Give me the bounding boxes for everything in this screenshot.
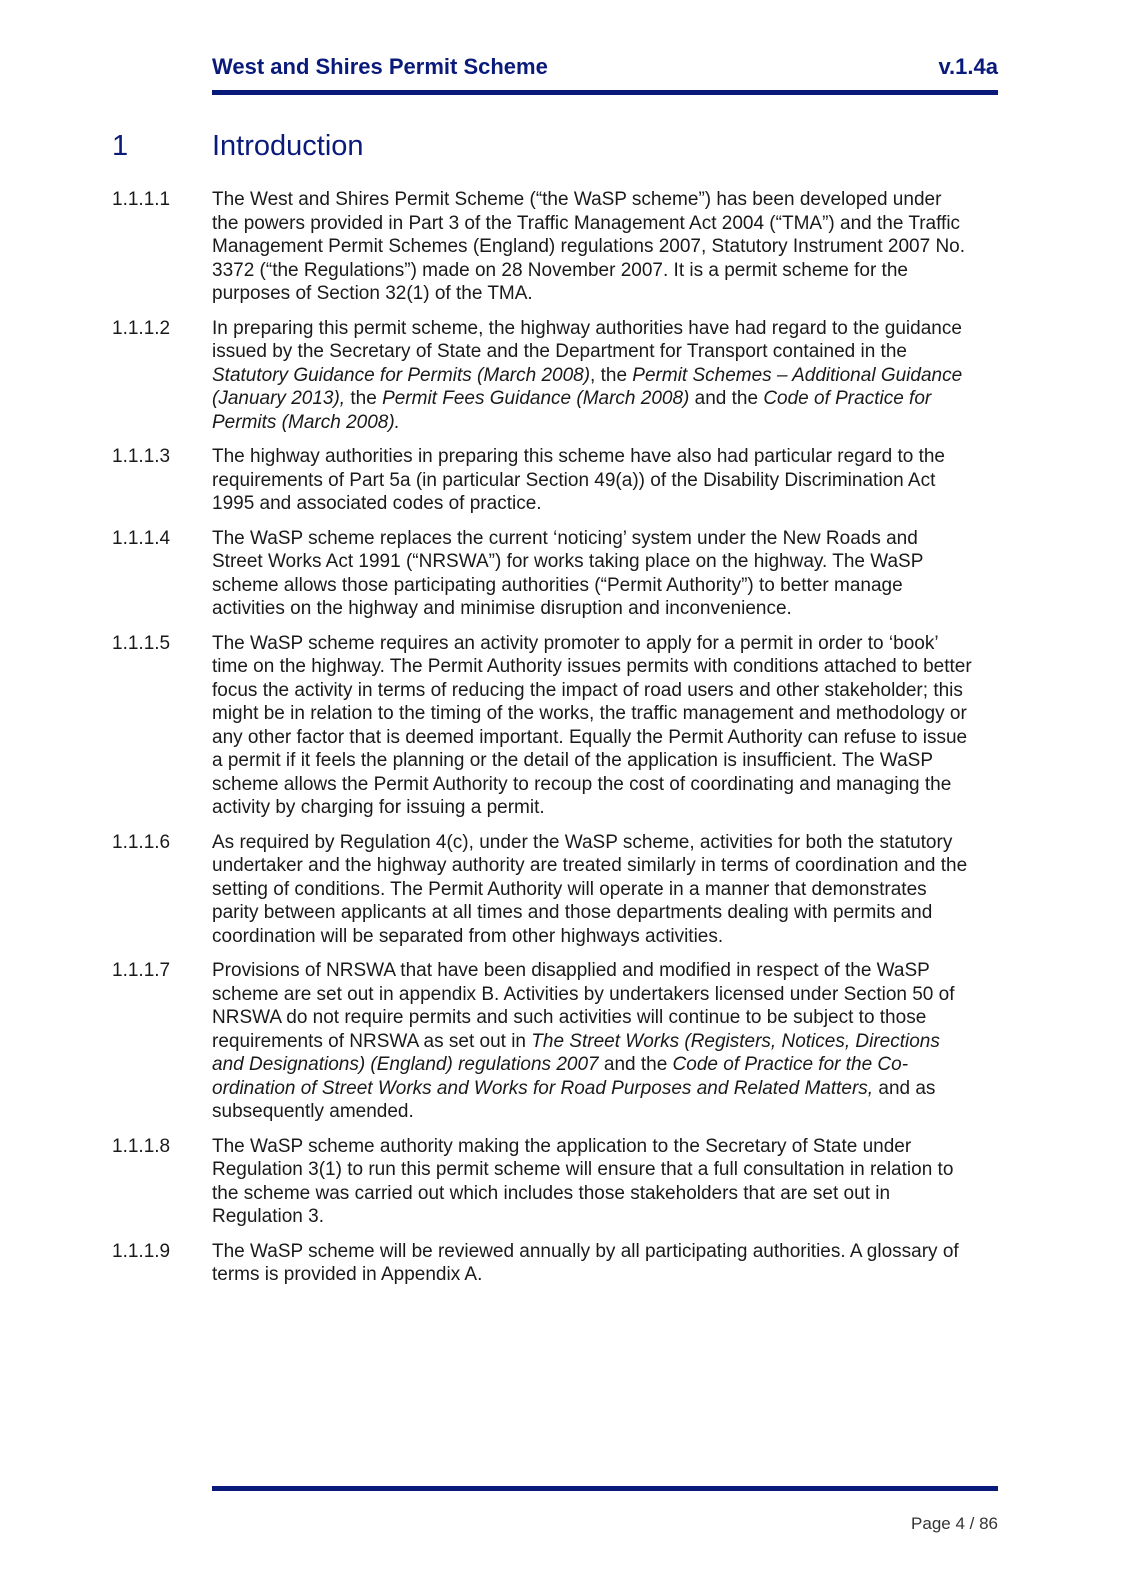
- header-divider: [212, 90, 998, 95]
- paragraph: [112, 317, 972, 435]
- text-run: Provisions of NRSWA that have been disapplied and modified in respect of the WaSP scheme are set out in appendix B. Activities by undertakers licensed under Section 50 of NRSWA do not require permits and such activities will continue to be subject to those requirements of NRSWA as set out in: [212, 960, 955, 1052]
- paragraph-number: 1.1.1.8: [112, 1135, 171, 1157]
- italic-text: Statutory Guidance for Permits (March 2008): [212, 364, 591, 386]
- paragraph-text: [212, 632, 972, 820]
- paragraph: [112, 1240, 972, 1287]
- page-number: Page 4 / 86: [911, 1514, 998, 1533]
- section-heading: [112, 130, 364, 163]
- text-run: The WaSP scheme replaces the current ‘noticing’ system under the New Roads and Street Works Act 1991 (“NRSWA”) for works taking place on the highway. The WaSP scheme allows those participating authorities (“Permit Authority”) to better manage activities on the highway and minimise disruption and inconvenience.: [212, 527, 924, 619]
- paragraph-number: 1.1.1.3: [112, 446, 171, 467]
- paragraph-text: [212, 445, 972, 516]
- paragraph-number: 1.1.1.4: [112, 527, 171, 549]
- text-run: The WaSP scheme requires an activity promoter to apply for a permit in order to ‘book’ time on the highway. The Permit Authority issues permits with conditions attached to better focus the activity in terms of reducing the impact of road users and other stakeholder; this might be in relation to the timing of the works, the traffic management and methodology or any other factor that is deemed important. Equally the Permit Authority can refuse to issue a permit if it feels the planning or the detail of the application is insufficient. The WaSP scheme allows the Permit Authority to recoup the cost of coordinating and managing the activity by charging for issuing a permit.: [212, 632, 972, 818]
- page-header: [212, 48, 998, 98]
- paragraph-number: 1.1.1.7: [112, 960, 171, 981]
- italic-text: Permit Schemes – Additional Guidance (January 2013),: [212, 364, 963, 409]
- text-run: The West and Shires Permit Scheme (“the WaSP scheme”) has been developed under the powers provided in Part 3 of the Traffic Management Act 2004 (“TMA”) and the Traffic Management Permit Schemes (England) regulations 2007, Statutory Instrument 2007 No. 3372 (“the Regulations”) made on 28 November 2007. It is a permit scheme for the purposes of Section 32(1) of the TMA.: [212, 189, 966, 304]
- italic-text: Permit Fees Guidance (March 2008): [382, 388, 690, 409]
- text-run: As required by Regulation 4(c), under the WaSP scheme, activities for both the statutory undertaker and the highway authority are treated similarly in terms of coordination and the setting of conditions. The Permit Authority will operate in a manner that demonstrates parity between applicants at all times and those departments dealing with permits and coordination will be separated from other highways activities.: [212, 831, 968, 947]
- text-run: The WaSP scheme authority making the application to the Secretary of State under Regulation 3(1) to run this permit scheme will ensure that a full consultation in relation to the scheme was carried out which includes those stakeholders that are set out in Regulation 3.: [212, 1135, 954, 1227]
- paragraph-number: 1.1.1.9: [112, 1240, 171, 1262]
- paragraph: [112, 445, 972, 516]
- paragraph-text: [212, 959, 972, 1124]
- section-title: Introduction: [212, 130, 364, 162]
- italic-text: Code of Practice for Permits (March 2008).: [212, 388, 932, 433]
- text-run: and the: [689, 388, 764, 409]
- footer-divider: [212, 1486, 998, 1491]
- italic-text: Code of Practice for the Co-ordination of Street Works and Works for Road Purposes and Related Matters,: [212, 1054, 909, 1099]
- paragraph: [112, 959, 972, 1124]
- paragraph-list: [112, 188, 972, 1298]
- paragraph: [112, 188, 972, 306]
- paragraph-number: 1.1.1.2: [112, 317, 171, 339]
- text-run: The WaSP scheme will be reviewed annually by all participating authorities. A glossary of terms is provided in Appendix A.: [212, 1240, 959, 1285]
- paragraph: [112, 831, 972, 949]
- document-title: West and Shires Permit Scheme: [212, 54, 548, 79]
- paragraph-number: 1.1.1.5: [112, 632, 171, 654]
- text-run: and as subsequently amended.: [212, 1077, 936, 1122]
- paragraph-text: [212, 527, 972, 621]
- italic-text: The Street Works (Registers, Notices, Directions and Designations) (England) regulations 2007: [212, 1030, 940, 1075]
- text-run: and the: [598, 1054, 673, 1075]
- document-version: v.1.4a: [938, 54, 998, 79]
- paragraph-text: [212, 1240, 972, 1287]
- paragraph-text: [212, 1135, 972, 1229]
- paragraph-number: 1.1.1.1: [112, 189, 171, 210]
- paragraph-text: [212, 317, 972, 435]
- text-run: , the: [590, 364, 633, 386]
- paragraph: [112, 527, 972, 621]
- text-run: In preparing this permit scheme, the highway authorities have had regard to the guidance issued by the Secretary of State and the Department for Transport contained in the: [212, 317, 962, 362]
- paragraph: [112, 1135, 972, 1229]
- paragraph-text: [212, 831, 972, 949]
- paragraph: [112, 632, 972, 820]
- text-run: The highway authorities in preparing this scheme have also had particular regard to the requirements of Part 5a (in particular Section 49(a)) of the Disability Discrimination Act 1995 and associated codes of practice.: [212, 446, 945, 514]
- paragraph-text: [212, 188, 972, 306]
- text-run: the: [345, 388, 383, 409]
- section-number: 1: [112, 130, 129, 162]
- paragraph-number: 1.1.1.6: [112, 831, 171, 853]
